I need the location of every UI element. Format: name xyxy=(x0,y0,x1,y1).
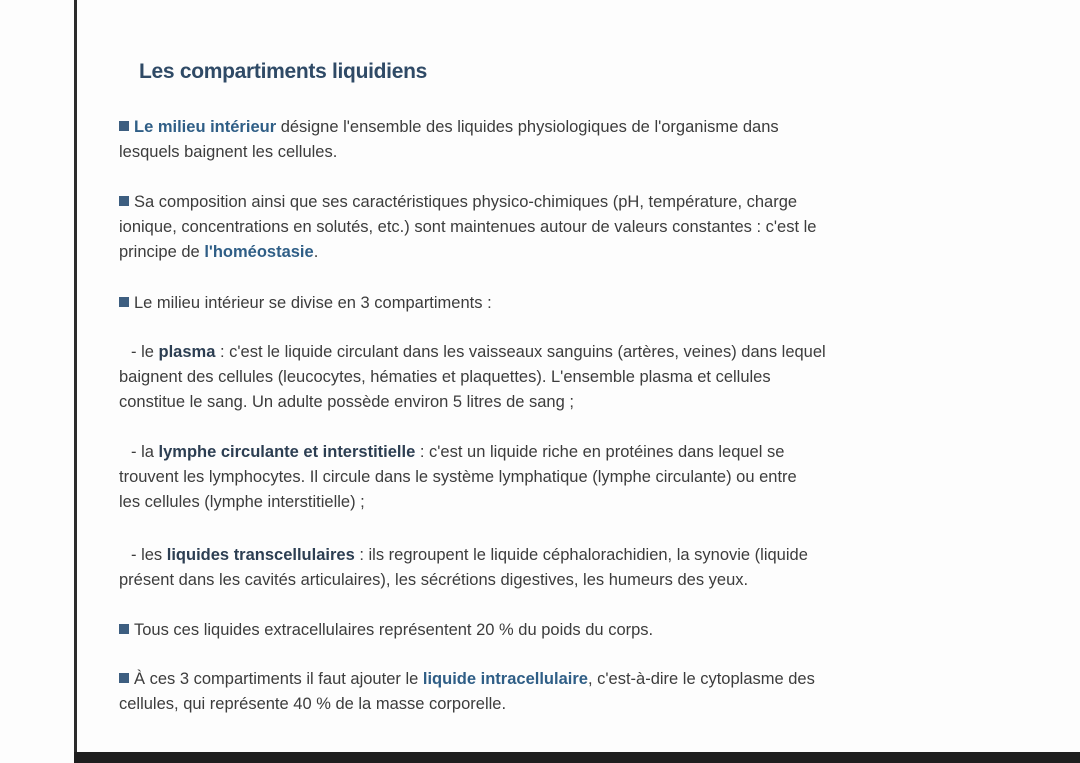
paragraph-line: Sa composition ainsi que ses caractéristiques physico-chimiques (pH, température, charge xyxy=(119,190,969,215)
page-bottom-edge xyxy=(74,752,1080,763)
square-bullet-icon xyxy=(119,196,129,206)
paragraph-composition xyxy=(119,190,969,265)
paragraph-line: - le plasma : c'est le liquide circulant dans les vaisseaux sanguins (artères, veines) dans lequel xyxy=(131,343,826,361)
square-bullet-icon xyxy=(119,297,129,307)
square-bullet-icon xyxy=(119,121,129,131)
paragraph-line: - les liquides transcellulaires : ils regroupent le liquide céphalorachidien, la synovie (liquide xyxy=(131,546,808,564)
paragraph-line: constitue le sang. Un adulte possède environ 5 litres de sang ; xyxy=(119,393,574,411)
keyword: Le milieu intérieur xyxy=(134,118,277,136)
keyword: l'homéostasie xyxy=(204,243,314,261)
paragraph-transcellulaires xyxy=(119,543,969,593)
paragraph-intracellulaire xyxy=(119,667,969,717)
keyword: plasma xyxy=(158,343,216,361)
square-bullet-icon xyxy=(119,624,129,634)
keyword: liquides transcellulaires xyxy=(166,546,355,564)
page-left-edge xyxy=(74,0,77,763)
paragraph-line: trouvent les lymphocytes. Il circule dans le système lymphatique (lymphe circulante) ou entre xyxy=(119,468,797,486)
paragraph-line: principe de l'homéostasie. xyxy=(119,243,319,261)
paragraph-plasma xyxy=(119,340,969,415)
paragraph-line: ionique, concentrations en solutés, etc.) sont maintenues autour de valeurs constantes : c'est le xyxy=(119,218,817,236)
paragraph-extracellulaires xyxy=(119,618,969,643)
page-title: Les compartiments liquidiens xyxy=(139,60,427,83)
square-bullet-icon xyxy=(119,673,129,683)
paragraph-line: - la lymphe circulante et interstitielle : c'est un liquide riche en protéines dans lequel se xyxy=(131,443,785,461)
paragraph-milieu-interieur xyxy=(119,115,969,165)
paragraph-line: les cellules (lymphe interstitielle) ; xyxy=(119,493,365,511)
paragraph-line: Le milieu intérieur désigne l'ensemble des liquides physiologiques de l'organisme dans xyxy=(119,115,969,140)
paragraph-line: baignent des cellules (leucocytes, hématies et plaquettes). L'ensemble plasma et cellules xyxy=(119,368,771,386)
paragraph-line: cellules, qui représente 40 % de la masse corporelle. xyxy=(119,695,507,713)
paragraph-line: présent dans les cavités articulaires), les sécrétions digestives, les humeurs des yeux. xyxy=(119,571,749,589)
keyword: lymphe circulante et interstitielle xyxy=(158,443,416,461)
paragraph-line: Le milieu intérieur se divise en 3 compartiments : xyxy=(119,291,969,316)
keyword: liquide intracellulaire xyxy=(422,670,588,688)
paragraph-compartiments-intro xyxy=(119,291,969,316)
paragraph-line: À ces 3 compartiments il faut ajouter le liquide intracellulaire, c'est-à-dire le cytoplasme des xyxy=(119,667,969,692)
paragraph-line: lesquels baignent les cellules. xyxy=(119,143,338,161)
paragraph-line: Tous ces liquides extracellulaires représentent 20 % du poids du corps. xyxy=(119,618,969,643)
paragraph-lymphe xyxy=(119,440,969,515)
